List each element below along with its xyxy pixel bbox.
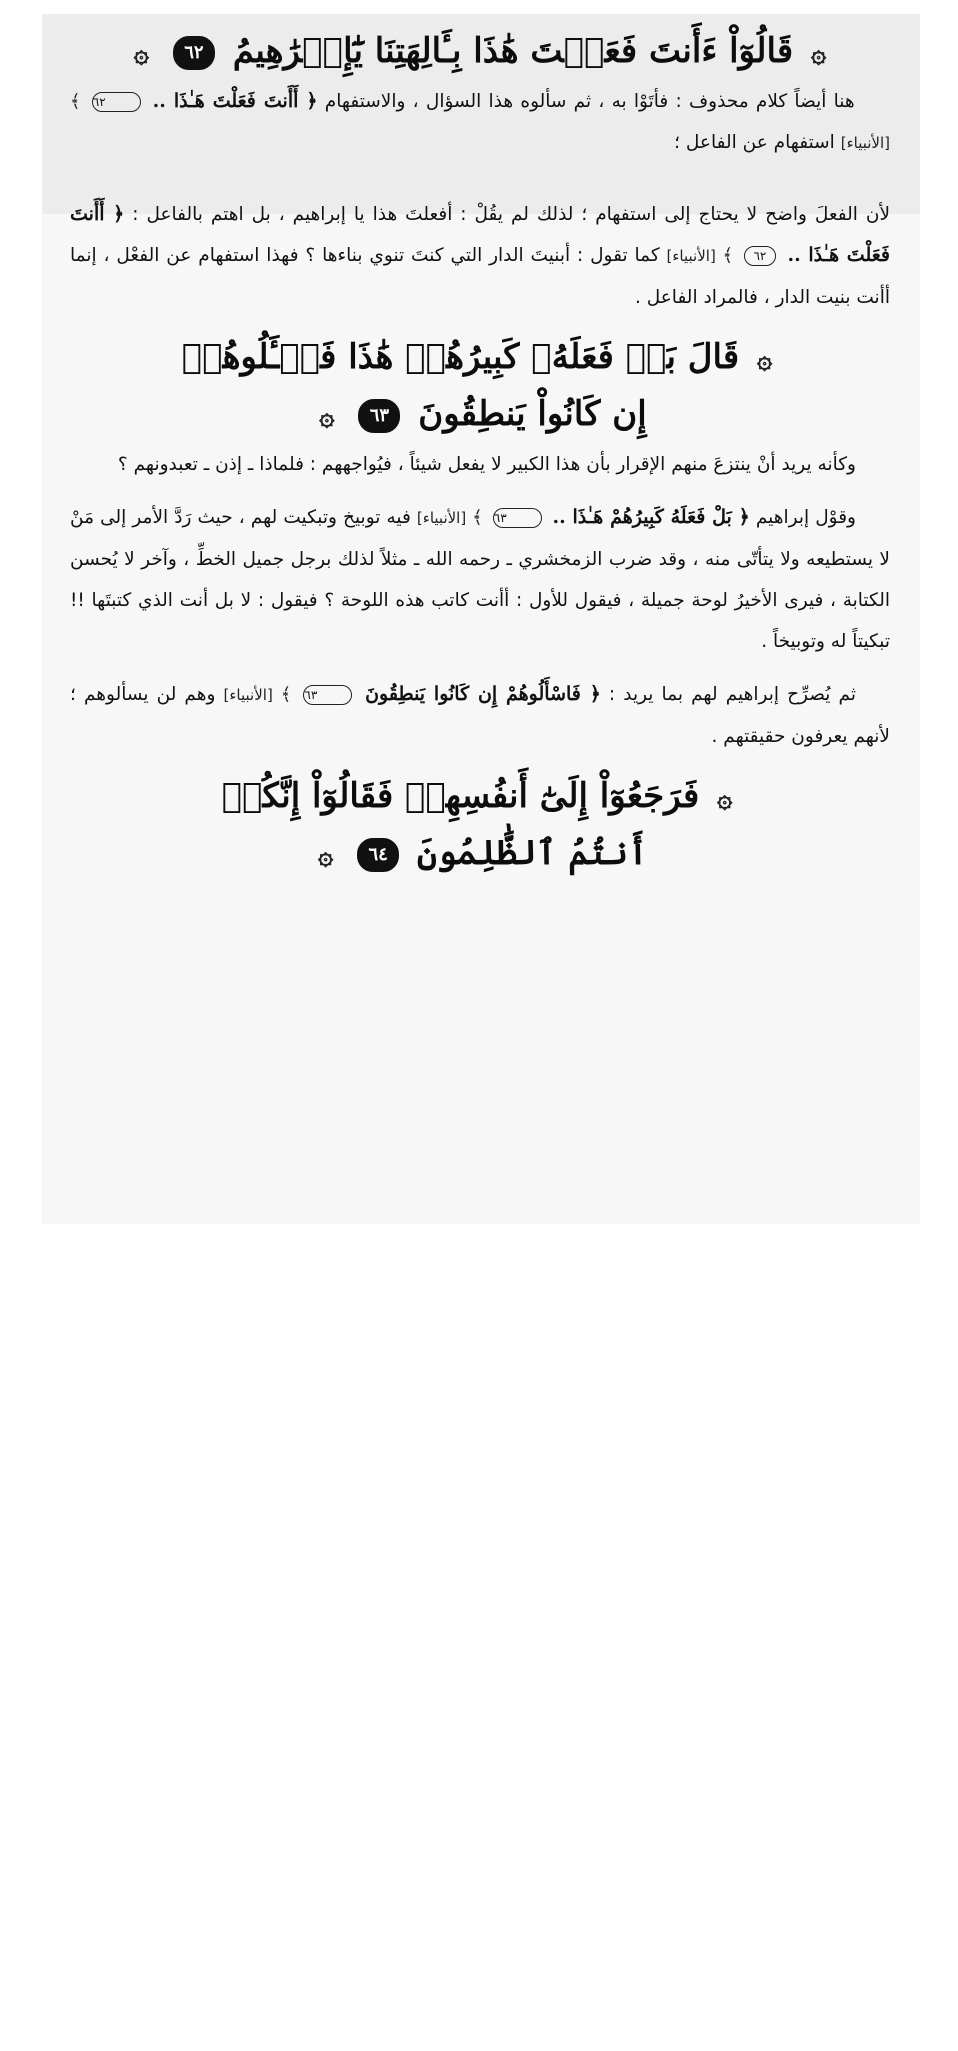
verse-62-heading: [70, 24, 890, 81]
ayah-number: ٦٣: [358, 399, 400, 433]
verse-line: [70, 826, 890, 883]
surah-reference: [الأنبياء]: [840, 134, 890, 152]
ayah-number: ٦٢: [744, 246, 776, 266]
verse-text: إِن كَانُواْ يَنطِقُونَ: [418, 394, 647, 434]
ornament-icon: ۞: [133, 39, 150, 69]
verse-text: فَرَجَعُوٓاْ إِلَىٰٓ أَنفُسِهِمۡ فَقَالُوٓاْ إِنَّكُمۡ: [221, 776, 700, 816]
ornament-icon: ۞: [318, 841, 334, 871]
page-content: [70, 24, 890, 883]
ornament-icon: ۞: [717, 784, 733, 814]
paragraph-text: لأن الفعلَ واضح لا يحتاج إلى استفهام ؛ لذلك لم يقُلْ : أفعلتَ هذا يا إبراهيم ، بل اهتم بالفاعل :: [124, 204, 891, 225]
paragraph-text: وقوْل إبراهيم: [749, 507, 856, 528]
paragraph-1: [70, 81, 890, 164]
ayah-number: ٦٤: [357, 838, 399, 872]
ornament-icon: ۞: [810, 39, 827, 69]
paragraph-4: [70, 497, 890, 662]
quran-quote: ﴿ أَأَنتَ فَعَلْتَ هَـٰذَا ..: [70, 203, 890, 266]
verse-text: أَنتُمُ ٱلظَّٰلِمُونَ: [416, 833, 648, 873]
paragraph-text: وهم لن يسألوهم ؛ لأنهم يعرفون حقيقتهم .: [70, 684, 890, 747]
verse-text: قَالُوٓاْ ءَأَنتَ فَعَلۡتَ هَٰذَا بِـَٔالِهَتِنَا يَٰٓإِبۡرَٰهِيمُ: [232, 31, 794, 71]
ornament-icon: ۞: [756, 345, 773, 375]
verse-line: [70, 330, 890, 387]
ayah-number: ٦٢: [92, 92, 141, 112]
surah-reference: [الأنبياء]: [416, 509, 467, 527]
verse-64-heading: [70, 769, 890, 883]
paragraph-3: [70, 444, 890, 485]
surah-reference: [الأنبياء]: [223, 686, 273, 704]
paragraph-2: [70, 194, 890, 318]
quote-close: ﴾: [70, 91, 81, 112]
quran-quote: ﴿ فَاسْأَلُوهُمْ إِن كَانُوا يَنطِقُونَ: [356, 683, 601, 705]
verse-line: [70, 24, 890, 81]
quran-quote: ﴿ بَلْ فَعَلَهُ كَبِيرُهُمْ هَـٰذَا ..: [545, 506, 750, 528]
ornament-icon: ۞: [319, 402, 335, 432]
verse-63-heading: [70, 330, 890, 444]
quran-quote: ﴿ أَأَنتَ فَعَلْتَ هَـٰذَا ..: [144, 90, 318, 112]
verse-line: [70, 387, 890, 444]
ayah-number: ٦٢: [173, 36, 215, 70]
ayah-number: ٦٣: [493, 508, 542, 528]
paragraph-text: ثم يُصرِّح إبراهيم لهم بما يريد :: [600, 684, 856, 705]
quote-close: ﴾: [466, 507, 483, 528]
quote-close: ﴾: [715, 245, 734, 266]
paragraph-text: هنا أيضاً كلام محذوف : فأتَوْا به ، ثم سألوه هذا السؤال ، والاستفهام: [317, 91, 855, 112]
spacer: [70, 176, 890, 194]
paragraph-5: [70, 674, 890, 757]
verse-line: [70, 769, 890, 826]
quote-close: ﴾: [272, 684, 292, 705]
ayah-number: ٦٣: [303, 685, 352, 705]
surah-reference: [الأنبياء]: [666, 247, 716, 265]
paragraph-text: وكأنه يريد أنْ ينتزعَ منهم الإقرار بأن هذا الكبير لا يفعل شيئاً ، فيُواجههم : فلماذا ـ إذن ـ تعبدونهم ؟: [117, 454, 856, 475]
paragraph-text: فيه توبيخ وتبكيت لهم ، حيث رَدَّ الأمر إلى مَنْ لا يستطيعه ولا يتأتّى منه ، وقد ضرب الزمخشري ـ رحمه الله ـ مثلاً لذلك برجل جميل الخطِّ ، وآخر لا يُحسن الكتابة ، فيرى الأخيرُ لوحة جميلة ، فيقول للأول : أأنت كاتب هذه اللوحة ؟ فيقول : لا بل أنت الذي كتبتَها !! تبكيتاً له وتوبيخاً .: [70, 507, 890, 652]
paragraph-text: استفهام عن الفاعل ؛: [674, 132, 835, 153]
paragraph-text: كما تقول : أبنيتَ الدار التي كنتَ تنوي بناءها ؟ فهذا استفهام عن الفعْل ، إنما أأنت بنيت الدار ، فالمراد الفاعل .: [70, 245, 890, 308]
verse-text: قَالَ بَلۡ فَعَلَهُۥ كَبِيرُهُمۡ هَٰذَا فَسۡـَٔلُوهُمۡ: [181, 337, 740, 377]
